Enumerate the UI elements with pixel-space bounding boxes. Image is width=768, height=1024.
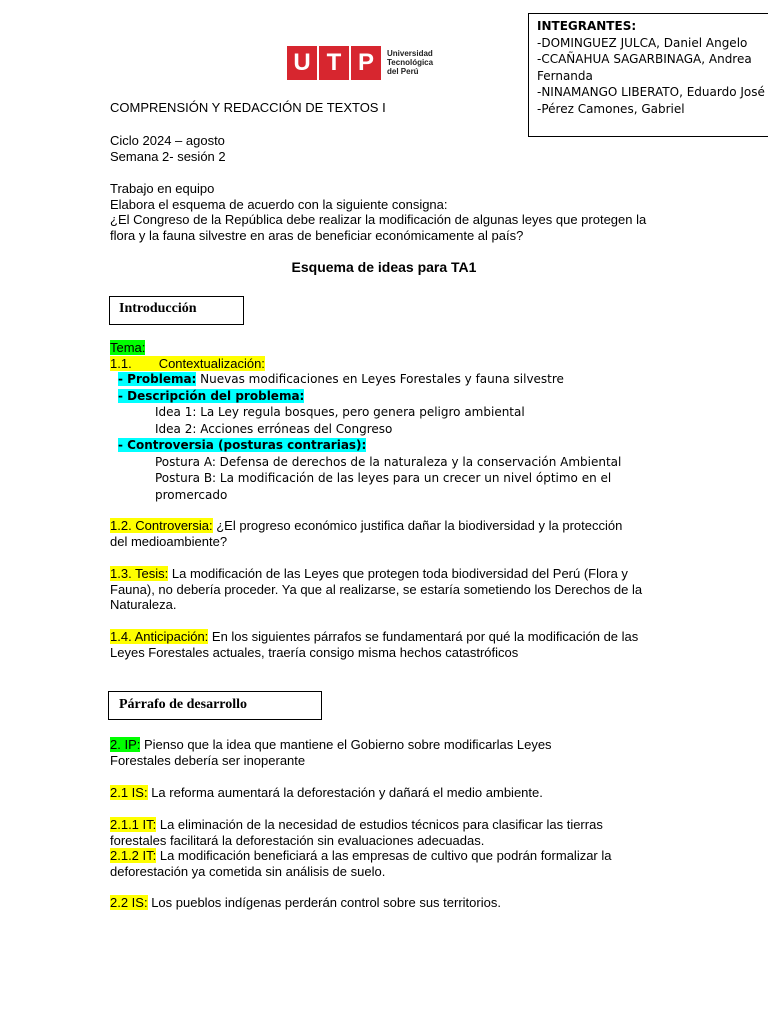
it-block (110, 817, 660, 879)
tesis-13-text: La modificación de las Leyes que protegen toda biodiversidad del Perú (Flora y Fauna), no debería proceder. Ya que al realizarse, se estaría sometiendo los Derechos de la Naturaleza. (110, 566, 643, 612)
controversia-12-label: 1.2. Controversia: (110, 518, 213, 533)
problema-text: Nuevas modificaciones en Leyes Forestales y fauna silvestre (196, 372, 564, 386)
logo-text-line: Tecnológica (387, 58, 434, 67)
assignment-block (110, 181, 670, 243)
is22-text: Los pueblos indígenas perderán control sobre sus territorios. (147, 895, 501, 910)
logo-letter-u: U (287, 46, 317, 80)
logo-text-line: Universidad (387, 49, 433, 58)
week-text: Semana 2- sesión 2 (110, 148, 226, 164)
is21-text: La reforma aumentará la deforestación y dañará el medio ambiente. (147, 785, 543, 800)
idea-1: Idea 1: La Ley regula bosques, pero genera peligro ambiental (155, 405, 525, 419)
ip-block (110, 737, 610, 768)
contextualizacion-heading (110, 356, 265, 372)
logo-wordmark (387, 49, 433, 76)
utp-logo (287, 46, 433, 80)
member-line: -CCAÑAHUA SAGARBINAGA, Andrea Fernanda (537, 52, 752, 83)
cycle-block (110, 133, 670, 164)
intro-content (110, 340, 670, 503)
anticipacion-14 (110, 629, 650, 660)
it211-label: 2.1.1 IT: (110, 817, 157, 832)
problema-line (118, 371, 670, 388)
controversia-label: - Controversia (posturas contrarias): (118, 438, 367, 452)
development-section-label: Párrafo de desarrollo (119, 697, 248, 712)
is21-block (110, 785, 670, 801)
question-text: ¿El Congreso de la República debe realizar la modificación de algunas leyes que protegen la flora y la fauna silvestre en aras de beneficiar económicamente al país? (110, 212, 647, 243)
member-line: -NINAMANGO LIBERATO, Eduardo José (537, 85, 765, 99)
idea-2: Idea 2: Acciones erróneas del Congreso (155, 421, 393, 436)
postura-b: Postura B: La modificación de las leyes para un crecer un nivel óptimo en el promercado (155, 471, 612, 502)
member-line: -Pérez Camones, Gabriel (537, 101, 685, 116)
controversia-12 (110, 518, 630, 549)
logo-text-line: del Perú (387, 67, 419, 76)
ctx-number: 1.1. (110, 355, 132, 371)
intro-section-label: Introducción (119, 301, 197, 316)
is21-label: 2.1 IS: (110, 785, 148, 800)
it212-label: 2.1.2 IT: (110, 848, 157, 863)
postura-a: Postura A: Defensa de derechos de la naturaleza y la conservación Ambiental (155, 454, 622, 469)
team-text: Trabajo en equipo (110, 181, 215, 196)
members-heading: INTEGRANTES: (537, 19, 637, 33)
tesis-13-label: 1.3. Tesis: (110, 566, 169, 581)
descripcion-label: - Descripción del problema: (118, 388, 305, 403)
tema-label: Tema: (110, 340, 146, 355)
logo-letter-t: T (319, 46, 349, 80)
problema-label: - Problema: (118, 372, 197, 386)
page-title: Esquema de ideas para TA1 (291, 259, 477, 275)
anticipacion-14-text: En los siguientes párrafos se fundamentará por qué la modificación de las Leyes Forestales actuales, traería consigo misma hechos catastróficos (110, 629, 639, 660)
logo-letter-p: P (351, 46, 381, 80)
it212-text: La modificación beneficiará a las empresas de cultivo que podrán formalizar la deforestación ya cometida sin análisis de suelo. (110, 848, 612, 879)
controversia-12-text: ¿El progreso económico justifica dañar la biodiversidad y la protección del medioambiente? (110, 518, 623, 549)
is22-label: 2.2 IS: (110, 895, 148, 910)
ctx-label: Contextualización: (158, 355, 265, 371)
instruction-text: Elabora el esquema de acuerdo con la siguiente consigna: (110, 196, 448, 212)
cycle-text: Ciclo 2024 – agosto (110, 133, 225, 148)
document-header (110, 100, 670, 116)
is22-block (110, 895, 670, 911)
member-line: -DOMINGUEZ JULCA, Daniel Angelo (537, 35, 748, 50)
ip-text: Pienso que la idea que mantiene el Gobierno sobre modificarlas Leyes Forestales debería ser inoperante (110, 737, 552, 768)
development-section-box (108, 691, 322, 720)
anticipacion-14-label: 1.4. Anticipación: (110, 629, 209, 644)
intro-section-box (109, 296, 244, 325)
tesis-13 (110, 566, 650, 613)
it211-text: La eliminación de la necesidad de estudios técnicos para clasificar las tierras forestales facilitará la deforestación sin evaluaciones adecuadas. (110, 817, 603, 848)
course-title: COMPRENSIÓN Y REDACCIÓN DE TEXTOS I (110, 100, 386, 115)
members-box (528, 13, 768, 137)
ip-label: 2. IP: (110, 737, 141, 752)
